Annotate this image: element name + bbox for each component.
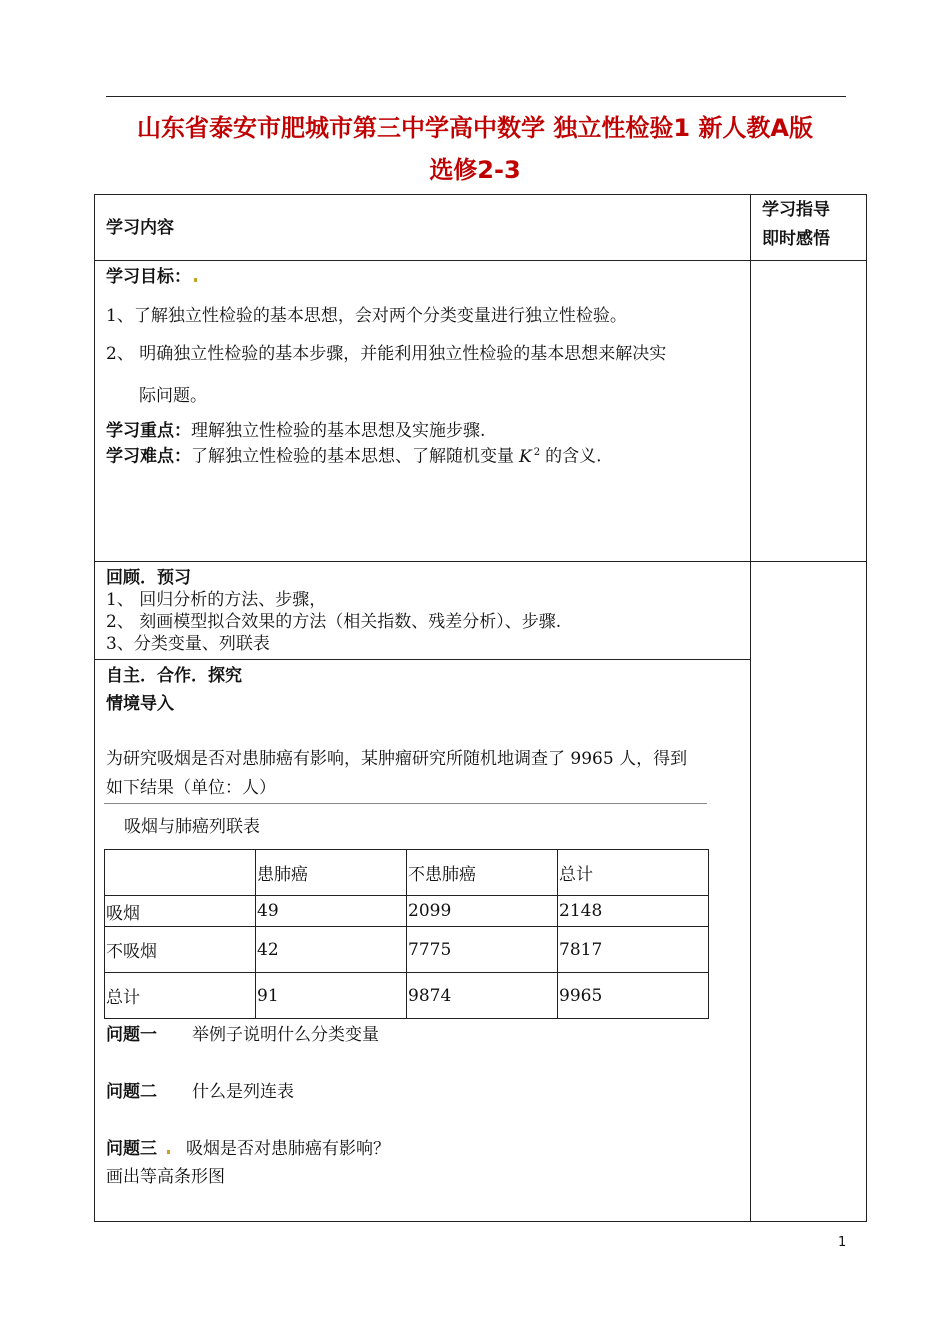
marker-dot (167, 1150, 170, 1154)
question-3-followup: 画出等高条形图 (106, 1167, 225, 1187)
table-cell: 49 (256, 896, 407, 927)
question-2-label: 问题二 (106, 1082, 157, 1102)
key-point-row (106, 420, 485, 442)
table-caption: 吸烟与肺癌列联表 (124, 817, 260, 837)
table-header-cell: 患肺癌 (256, 850, 407, 896)
table-header-cell (105, 850, 256, 896)
difficulty-label: 学习难点： (106, 446, 191, 467)
difficulty-text: 了解独立性检验的基本思想、了解随机变量 (191, 446, 514, 467)
objective-item-2-line2: 际问题。 (139, 386, 207, 406)
question-1-label: 问题一 (106, 1025, 157, 1045)
difficulty-text-end: 的含义. (545, 446, 602, 467)
key-point-label: 学习重点： (106, 421, 191, 441)
table-cell: 2099 (407, 896, 558, 927)
review-item-3: 3、分类变量、列联表 (106, 634, 270, 654)
intro-line-2: 如下结果（单位：人） (106, 778, 276, 798)
table-header-cell: 总计 (558, 850, 709, 896)
page-title-line2: 选修2-3 (429, 156, 521, 184)
row-divider-review (94, 659, 751, 660)
question-2-text: 什么是列连表 (192, 1082, 294, 1102)
table-cell: 7775 (407, 927, 558, 973)
random-variable-exponent: 2 (533, 447, 541, 458)
objectives-label-row (106, 266, 197, 288)
table-caption-rule (104, 803, 707, 804)
table-cell: 总计 (105, 973, 256, 1019)
objective-item-2-line1: 2、 明确独立性检验的基本步骤，并能利用独立性检验的基本思想来解决实 (106, 344, 667, 364)
contingency-table (104, 849, 709, 1019)
table-cell: 42 (256, 927, 407, 973)
intro-line-1: 为研究吸烟是否对患肺癌有影响，某肿瘤研究所随机地调查了 9965 人，得到 (106, 749, 688, 769)
marker-dot (194, 278, 197, 282)
table-row (105, 927, 709, 973)
question-3-row (106, 1138, 390, 1160)
review-item-2: 2、 刻画模型拟合效果的方法（相关指数、残差分析）、步骤. (106, 612, 562, 632)
review-heading: 回顾．预习 (106, 568, 191, 588)
table-cell: 9874 (407, 973, 558, 1019)
row-divider-header (94, 260, 867, 261)
sidebar-header-line1: 学习指导 (762, 200, 830, 220)
table-row (105, 973, 709, 1019)
question-3-text: 吸烟是否对患肺癌有影响？ (186, 1139, 390, 1159)
page-number: 1 (838, 1235, 847, 1250)
objectives-label: 学习目标： (106, 267, 191, 287)
table-header-row (105, 850, 709, 896)
difficulty-row (106, 442, 601, 468)
review-item-1: 1、 回归分析的方法、步骤， (106, 590, 327, 610)
table-header-cell: 不患肺癌 (407, 850, 558, 896)
content-header: 学习内容 (106, 218, 174, 238)
objective-item-1: 1、了解独立性检验的基本思想，会对两个分类变量进行独立性检验。 (106, 306, 627, 326)
table-cell: 吸烟 (105, 896, 256, 927)
row-divider-objectives (94, 561, 867, 562)
table-row (105, 896, 709, 927)
explore-heading: 自主．合作．探究 (106, 666, 242, 686)
table-cell: 不吸烟 (105, 927, 256, 973)
sidebar-header-line2: 即时感悟 (762, 229, 830, 249)
column-divider (750, 194, 751, 1222)
key-point-text: 理解独立性检验的基本思想及实施步骤. (191, 421, 486, 441)
page-title-line1: 山东省泰安市肥城市第三中学高中数学 独立性检验1 新人教A版 (137, 114, 813, 142)
random-variable: K (519, 446, 532, 467)
question-1-text: 举例子说明什么分类变量 (192, 1025, 379, 1045)
table-cell: 91 (256, 973, 407, 1019)
table-cell: 9965 (558, 973, 709, 1019)
explore-subheading: 情境导入 (106, 694, 174, 714)
table-cell: 2148 (558, 896, 709, 927)
top-rule (106, 96, 846, 97)
table-cell: 7817 (558, 927, 709, 973)
question-3-label: 问题三 (106, 1139, 157, 1159)
